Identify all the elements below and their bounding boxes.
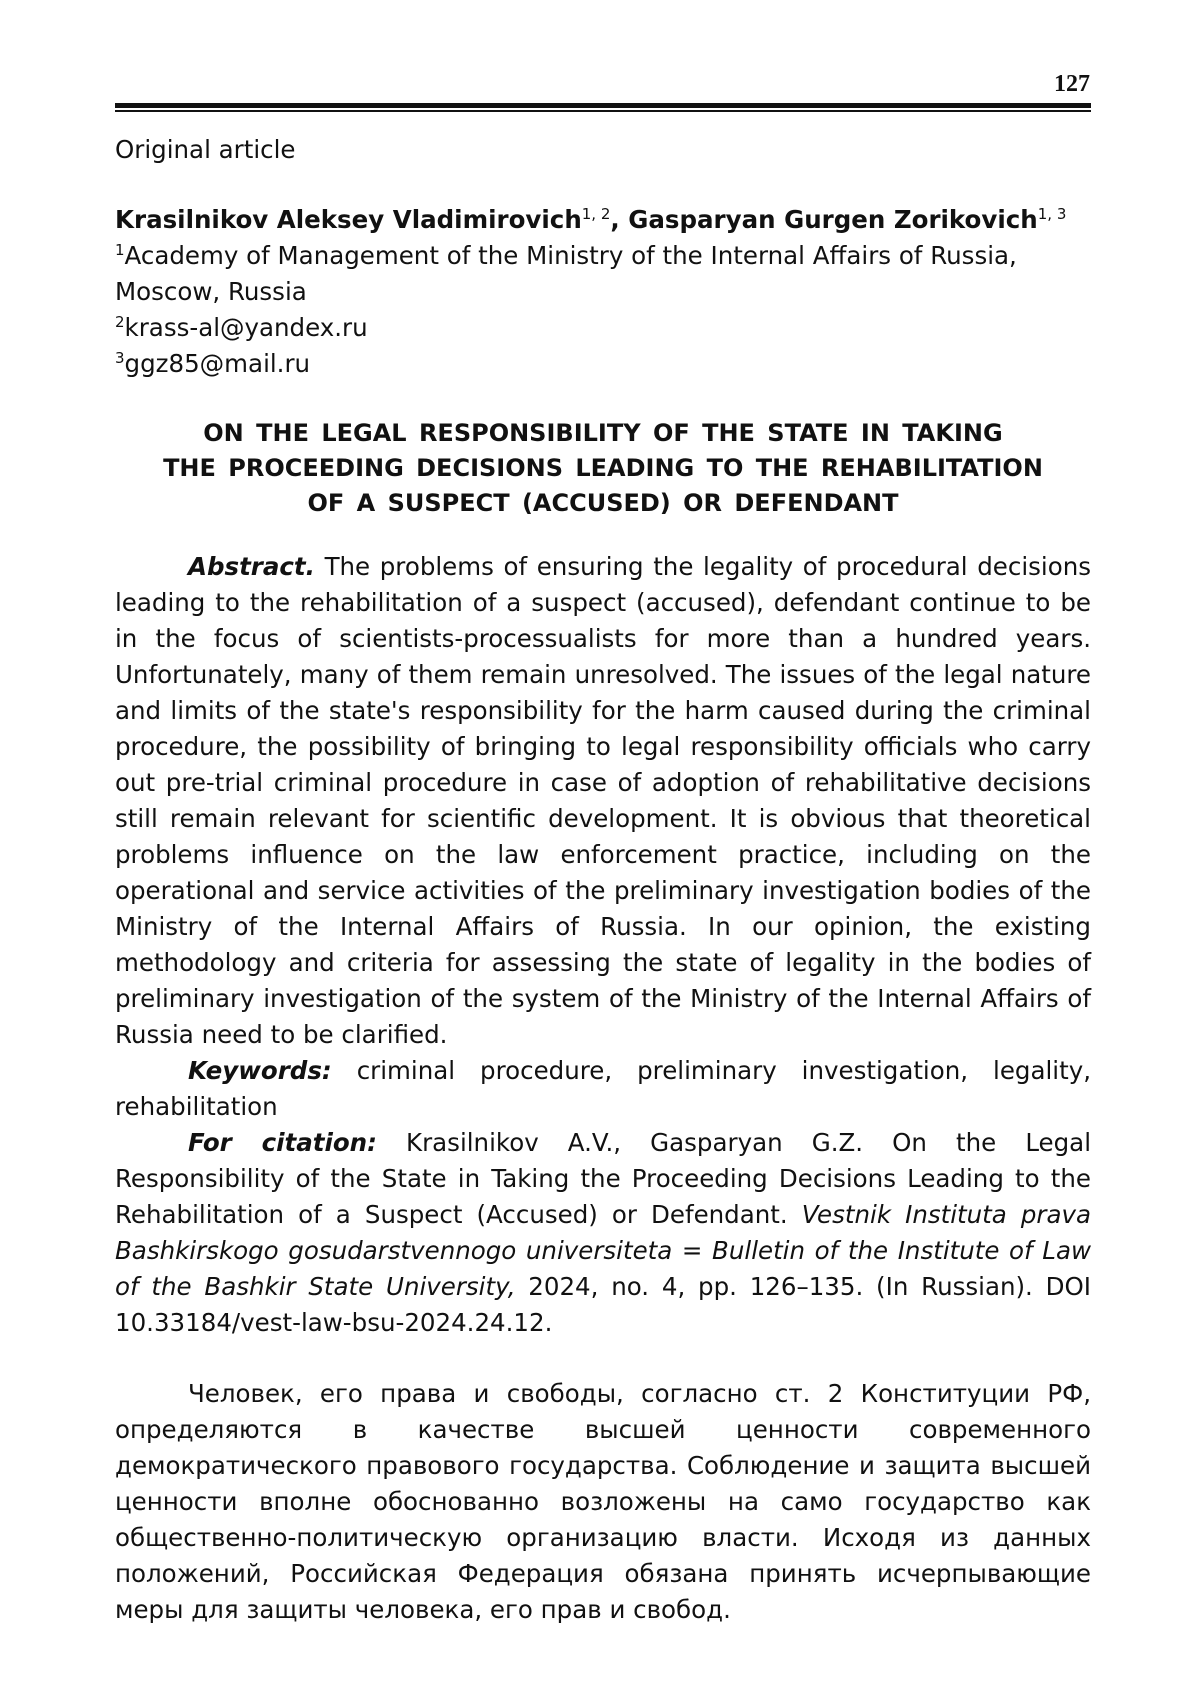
body-paragraph: Человек, его права и свободы, согласно ст. 2 Конституции РФ, определяются в качестве высшей ценности современного демократического правового государства. Соблюдение и защита высшей ценности вполне обоснованно возложены на само государство как общественно-политическую организацию власти. Исходя из данных положений, Российская Федерация обязана принять исчерпывающие меры для защиты человека, его прав и свобод. — [115, 1379, 1091, 1624]
article-type-label: Original article — [115, 135, 296, 164]
title-line-1: ON THE LEGAL RESPONSIBILITY OF THE STATE IN TAKING — [203, 419, 1003, 447]
email-2 — [115, 346, 1091, 382]
abstract-paragraph — [115, 549, 1091, 1053]
article-title — [115, 416, 1091, 521]
citation-paragraph — [115, 1125, 1091, 1341]
author-1-affiliation-marks: 1, 2 — [581, 204, 611, 223]
author-name-1: Krasilnikov Aleksey Vladimirovich — [115, 205, 582, 234]
keywords-text: criminal procedure, preliminary investigation, legality, rehabilitation — [115, 1056, 1091, 1121]
page-number: 127 — [1054, 71, 1090, 97]
email-1-link[interactable]: krass-al@yandex.ru — [124, 313, 368, 342]
title-line-3: OF A SUSPECT (ACCUSED) OR DEFENDANT — [307, 489, 899, 517]
email-2-link[interactable]: ggz85@mail.ru — [124, 349, 311, 378]
author-name-2: Gasparyan Gurgen Zorikovich — [628, 205, 1038, 234]
affiliation-city: Moscow, Russia — [115, 277, 307, 306]
email-1 — [115, 310, 1091, 346]
header-rule-thin — [115, 110, 1091, 112]
email-2-mark: 3 — [115, 348, 125, 367]
article-content — [115, 132, 1091, 1628]
title-line-2: THE PROCEEDING DECISIONS LEADING TO THE REHABILITATION — [163, 454, 1043, 482]
affiliation-text: Academy of Management of the Ministry of the Internal Affairs of Russia, — [124, 241, 1017, 270]
email-1-mark: 2 — [115, 312, 125, 331]
section-gap — [115, 1341, 1091, 1376]
author-2-affiliation-marks: 1, 3 — [1037, 204, 1067, 223]
citation-text: Krasilnikov A.V., Gasparyan G.Z. On the Legal Responsibility of the State in Taking the Proceeding Decisions Leading to the Rehabilitation of a Suspect (Accused) or Defendant. — [115, 1128, 1092, 1229]
header-rule-thick — [115, 103, 1091, 108]
author-separator: , — [610, 205, 629, 234]
abstract-label: Abstract. — [188, 552, 315, 581]
citation-journal: Vestnik Instituta prava Bashkirskogo gosudarstvennogo universiteta = Bulletin of the Institute of Law of the Bashkir State University, — [115, 1200, 1091, 1301]
author-line — [115, 202, 1091, 238]
abstract-text: The problems of ensuring the legality of procedural decisions leading to the rehabilitation of a suspect (accused), defendant continue to be in the focus of scientists-processualists for more than a hundred years. Unfortunately, many of them remain unresolved. The issues of the legal nature and limits of the state's responsibility for the harm caused during the criminal procedure, the possibility of bringing to legal responsibility officials who carry out pre-trial criminal procedure in case of adoption of rehabilitative decisions still remain relevant for scientific development. It is obvious that theoretical problems influence on the law enforcement practice, including on the operational and service activities of the preliminary investigation bodies of the Ministry of the Internal Affairs of Russia. In our opinion, the existing methodology and criteria for assessing the state of legality in the bodies of preliminary investigation of the system of the Ministry of the Internal Affairs of Russia need to be clarified. — [115, 552, 1091, 1049]
citation-label: For citation: — [188, 1128, 377, 1157]
affiliation — [115, 238, 1091, 274]
keywords-paragraph — [115, 1053, 1091, 1125]
citation-tail: 2024, no. 4, pp. 126–135. (In Russian). DOI 10.33184/vest-law-bsu-2024.24.12. — [115, 1272, 1091, 1337]
keywords-label: Keywords: — [188, 1056, 332, 1085]
affiliation-mark: 1 — [115, 240, 125, 259]
